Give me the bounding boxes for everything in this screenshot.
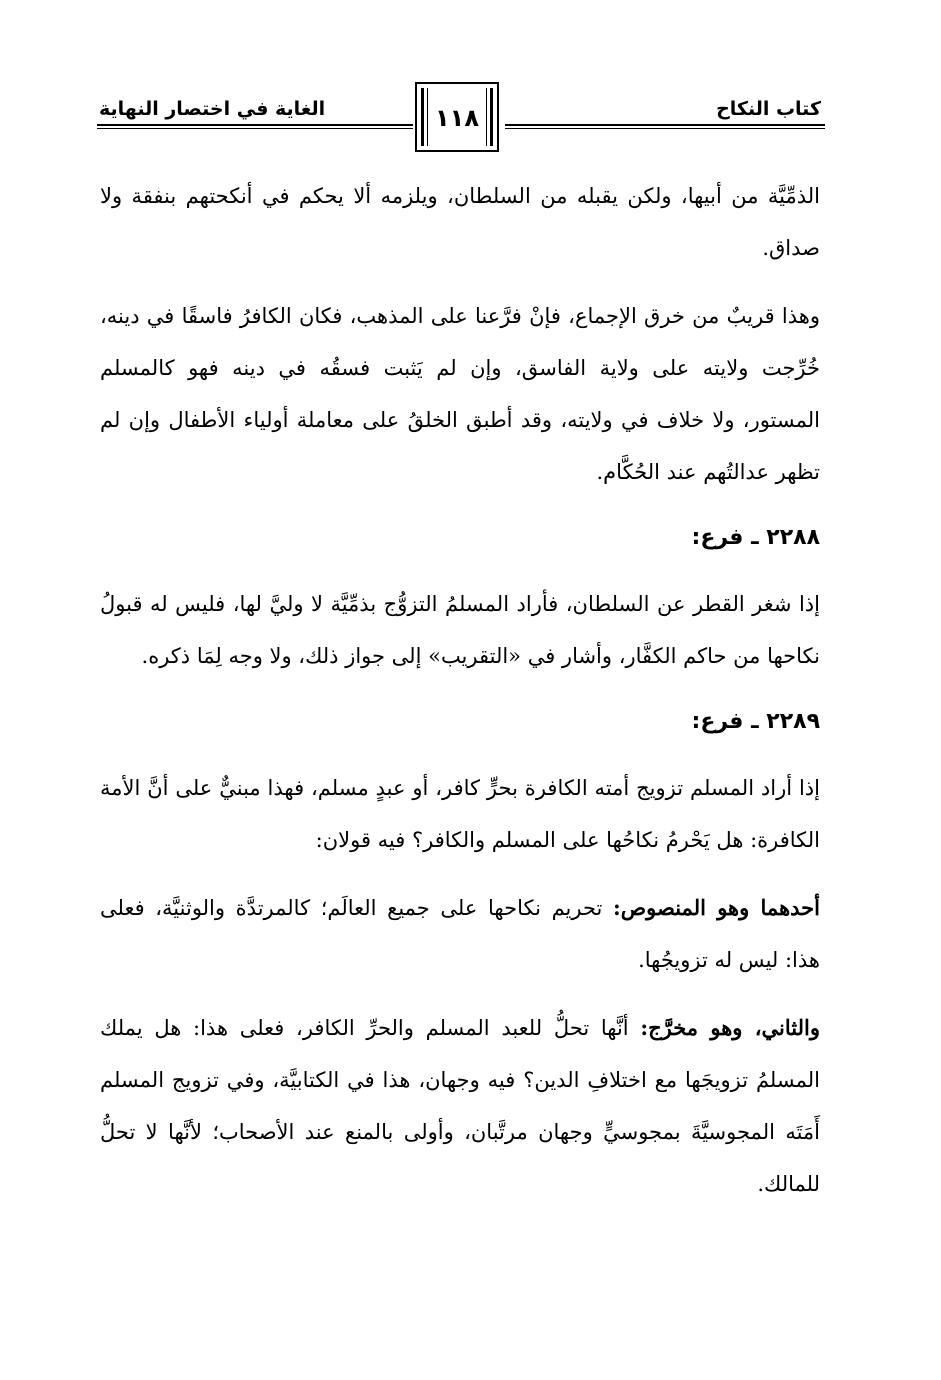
page-number-frame — [415, 82, 499, 152]
book-title: الغاية في اختصار النهاية — [99, 98, 326, 120]
paragraph-6 — [100, 1002, 820, 1210]
chapter-title: كتاب النكاح — [716, 98, 821, 120]
page-body — [100, 170, 820, 1210]
page-number: ١١٨ — [435, 104, 479, 132]
paragraph-2: وهذا قريبٌ من خرق الإجماع، فإنْ فرَّعنا على المذهب، فكان الكافرُ فاسقًا في دينه، خُرِّجت ولايته على ولاية الفاسق، وإن لم يَثبت فسقُه في دينه فهو كالمسلم المستور، ولا خلاف في ولايته، وقد أطبق الخلقُ على معاملة أولياء الأطفال وإن لم تظهر عدالتُهم عند الحُكَّام. — [100, 304, 820, 484]
page-header — [97, 78, 825, 158]
paragraph-1: الذمِّيَّة من أبيها، ولكن يقبله من السلطان، ويلزمه ألا يحكم في أنكحتهم بنفقة ولا صداق. — [100, 184, 820, 260]
section-heading-2288: ٢٢٨٨ ـ فرع: — [691, 525, 820, 550]
header-rule-right — [505, 124, 825, 129]
paragraph-5 — [100, 882, 820, 986]
paragraph-6-text: أنَّها تحلُّ للعبد المسلم والحرِّ الكافر، فعلى هذا: هل يملك المسلمُ تزويجَها مع اختلافِ الدين؟ فيه وجهان، هذا في الكتابيَّة، وفي تزويج المسلم أَمَتَه المجوسيَّةَ بمجوسيٍّ وجهان مرتَّبان، وأولى بالمنع عند الأصحاب؛ لأنَّها لا تحلُّ للمالك. — [100, 1016, 820, 1196]
paragraph-4: إذا أراد المسلم تزويج أمته الكافرة بحرٍّ كافر، أو عبدٍ مسلم، فهذا مبنيٌّ على أنَّ الأمة الكافرة: هل يَحْرمُ نكاحُها على المسلم والكافر؟ فيه قولان: — [100, 776, 820, 852]
header-rule-left — [97, 124, 413, 129]
paragraph-3: إذا شغر القطر عن السلطان، فأراد المسلمُ التزوُّج بذمِّيَّة لا وليَّ لها، فليس له قبولُ نكاحها من حاكم الكفَّار، وأشار في «التقريب» إلى جواز ذلك، ولا وجه لِمَا ذكره. — [100, 592, 820, 668]
paragraph-5-lead: أحدهما وهو المنصوص: — [613, 895, 820, 920]
paragraph-5-text: تحريم نكاحها على جميع العالَم؛ كالمرتدَّة والوثنيَّة، فعلى هذا: ليس له تزويجُها. — [100, 896, 820, 972]
paragraph-6-lead: والثاني، وهو مخرَّج: — [640, 1015, 820, 1040]
section-heading-2289: ٢٢٨٩ ـ فرع: — [691, 709, 820, 734]
